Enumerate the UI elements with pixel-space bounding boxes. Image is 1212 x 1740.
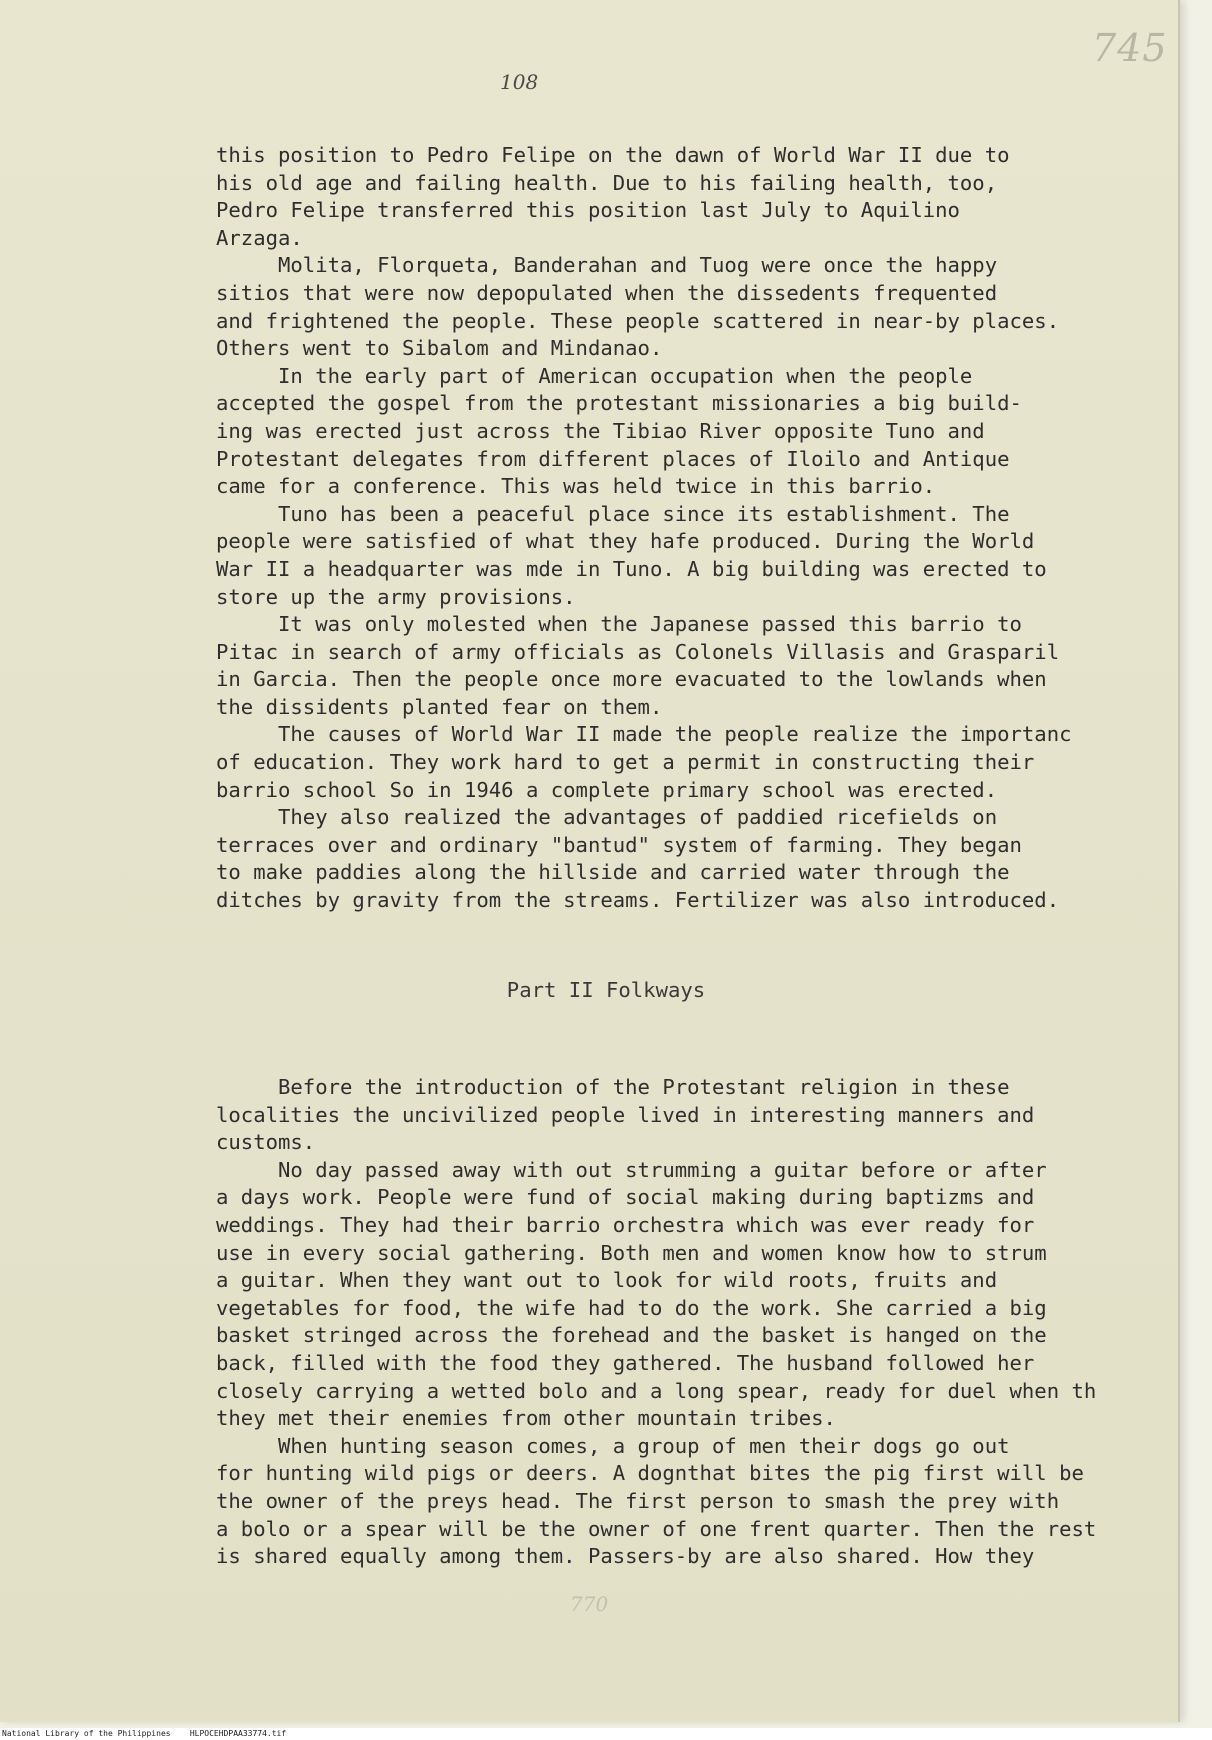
text-line: localities the uncivilized people lived in interesting manners and <box>216 1102 1035 1127</box>
scan-footer <box>0 1728 1212 1740</box>
text-line: this position to Pedro Felipe on the dawn of World War II due to <box>216 143 1010 167</box>
text-line: Tuno has been a peaceful place since its establishment. The <box>216 501 1010 526</box>
text-line: use in every social gathering. Both men and women know how to strum <box>216 1240 1047 1265</box>
text-line: War II a headquarter was mde in Tuno. A big building was erected to <box>216 556 1047 581</box>
text-line: closely carrying a wetted bolo and a long spear, ready for duel when th <box>216 1378 1097 1403</box>
folkways-text <box>216 1074 1166 1571</box>
text-line: people were satisfied of what they hafe produced. During the World <box>216 529 1035 554</box>
text-line: barrio school So in 1946 a complete primary school was erected. <box>216 777 998 802</box>
history-text <box>216 142 1166 915</box>
text-line: the owner of the preys head. The first person to smash the prey with <box>216 1488 1060 1513</box>
page-number: 108 <box>500 70 539 94</box>
text-line: came for a conference. This was held twice in this barrio. <box>216 474 936 499</box>
text-line: is shared equally among them. Passers-by are also shared. How they <box>216 1544 1035 1569</box>
text-line: weddings. They had their barrio orchestra which was ever ready for <box>216 1212 1035 1237</box>
corner-stamp-number: 745 <box>1092 26 1168 70</box>
text-line: his old age and failing health. Due to his failing health, too, <box>216 170 998 195</box>
text-line: ditches by gravity from the streams. Fertilizer was also introduced. <box>216 888 1060 913</box>
text-line: a days work. People were fund of social making during baptizms and <box>216 1185 1035 1210</box>
text-line: Molita, Florqueta, Banderahan and Tuog were once the happy <box>216 253 998 278</box>
text-line: for hunting wild pigs or deers. A dognthat bites the pig first will be <box>216 1461 1084 1486</box>
text-line: In the early part of American occupation when the people <box>216 363 973 388</box>
text-line: back, filled with the food they gathered. The husband followed her <box>216 1350 1035 1375</box>
text-line: to make paddies along the hillside and carried water through the <box>216 860 1010 885</box>
text-line: a guitar. When they want out to look for wild roots, fruits and <box>216 1268 998 1293</box>
text-line: of education. They work hard to get a permit in constructing their <box>216 750 1035 775</box>
text-line: in Garcia. Then the people once more evacuated to the lowlands when <box>216 667 1047 692</box>
text-line: They also realized the advantages of paddied ricefields on <box>216 805 998 830</box>
text-line: a bolo or a spear will be the owner of one frent quarter. Then the rest <box>216 1516 1097 1541</box>
text-line: Others went to Sibalom and Mindanao. <box>216 336 663 361</box>
text-line: store up the army provisions. <box>216 584 576 609</box>
footer-caption: National Library of the Philippines HLPOCEHDPAA33774.tif <box>2 1729 287 1738</box>
text-line: ing was erected just across the Tibiao River opposite Tuno and <box>216 418 985 443</box>
text-line: they met their enemies from other mountain tribes. <box>216 1406 836 1431</box>
text-line: accepted the gospel from the protestant missionaries a big build- <box>216 391 1022 416</box>
bottom-stamp-number: 770 <box>570 1592 609 1616</box>
text-line: terraces over and ordinary "bantud" system of farming. They began <box>216 832 1022 857</box>
text-line: No day passed away with out strumming a guitar before or after <box>216 1157 1047 1182</box>
text-line: sitios that were now depopulated when the dissedents frequented <box>216 280 998 305</box>
text-line: The causes of World War II made the people realize the importanc <box>216 722 1072 747</box>
text-line: vegetables for food, the wife had to do the work. She carried a big <box>216 1295 1047 1320</box>
text-line: It was only molested when the Japanese passed this barrio to <box>216 612 1022 637</box>
text-line: basket stringed across the forehead and the basket is hanged on the <box>216 1323 1047 1348</box>
text-line: Pitac in search of army officials as Colonels Villasis and Grasparil <box>216 639 1060 664</box>
text-line: customs. <box>216 1130 316 1155</box>
text-line: and frightened the people. These people scattered in near-by places. <box>216 308 1060 333</box>
section-heading: Part II Folkways <box>506 978 706 1002</box>
text-line: Protestant delegates from different places of Iloilo and Antique <box>216 446 1010 471</box>
text-line: Arzaga. <box>216 225 303 250</box>
text-line: the dissidents planted fear on them. <box>216 694 663 719</box>
text-line: Before the introduction of the Protestant religion in these <box>216 1075 1010 1099</box>
text-line: Pedro Felipe transferred this position last July to Aquilino <box>216 198 960 223</box>
text-line: When hunting season comes, a group of men their dogs go out <box>216 1433 1010 1458</box>
